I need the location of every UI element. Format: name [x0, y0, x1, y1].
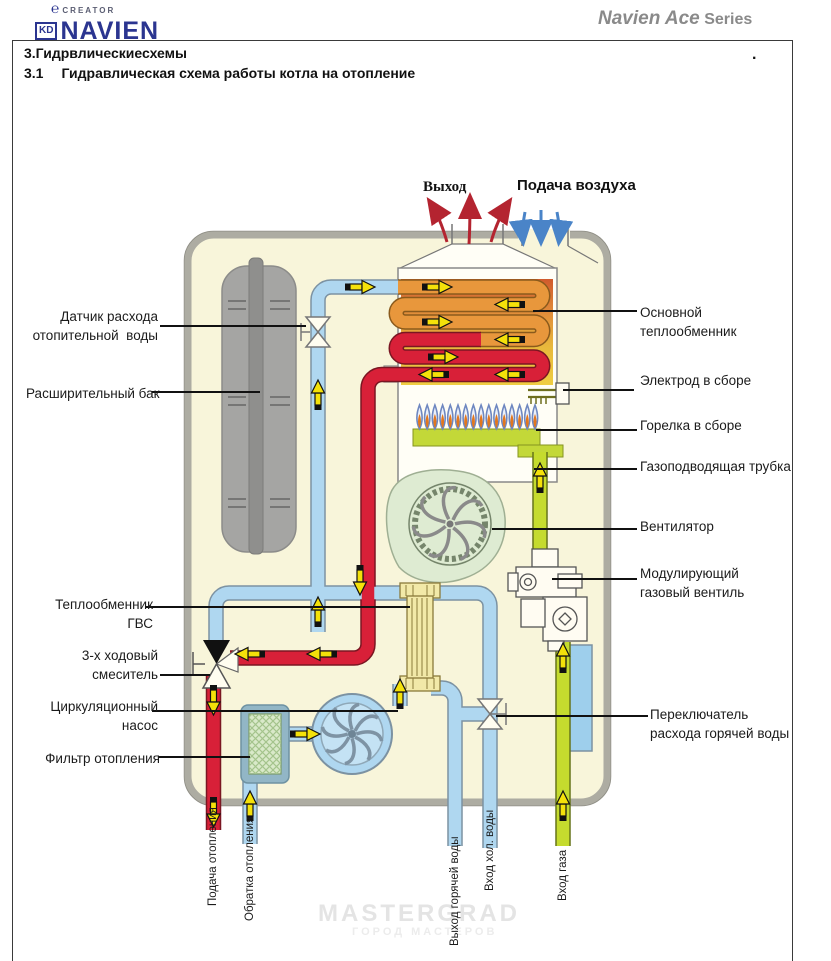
label-dhw-flow-switch: Переключатель расхода горячей воды	[650, 707, 790, 741]
logo-creator-text: CREATOR	[62, 6, 116, 15]
series-title-italic: Navien Ace	[598, 8, 700, 29]
label-three-way-mixer: 3-х ходовый смеситель	[81, 648, 158, 682]
logo-script-icon: ℮	[51, 2, 60, 17]
label-heating-supply: Подача отопления	[207, 807, 219, 906]
stray-dot: .	[752, 46, 757, 63]
condensate-panel	[569, 645, 592, 751]
label-main-heat-exchanger: Основной теплообменник	[640, 305, 737, 339]
label-expansion-tank: Расширительный бак	[26, 386, 160, 401]
label-electrode: Электрод в сборе	[640, 373, 752, 388]
subsection-number: 3.1	[24, 65, 44, 81]
logo-kd-badge: KD	[35, 22, 57, 40]
series-title-rest: Series	[699, 11, 753, 28]
circulation-pump	[312, 694, 392, 774]
label-gas-supply-tube: Газоподводящая трубка	[640, 459, 791, 474]
label-hot-water-out: Выход горячей воды	[449, 836, 461, 946]
watermark-line1: MASTERGRAD	[318, 900, 520, 927]
label-flow-sensor: Датчик расхода отопительной воды	[32, 309, 158, 343]
fan	[387, 470, 506, 583]
label-heating-return: Обратка отопления	[244, 816, 256, 921]
subsection-text: Гидравлическая схема работы котла на отопление	[61, 65, 416, 81]
label-fan: Вентилятор	[640, 519, 714, 534]
label-exhaust: Выход	[423, 179, 467, 195]
label-burner: Горелка в сборе	[640, 418, 742, 433]
label-cold-water-in: Вход хол. воды	[484, 809, 496, 891]
label-gas-valve: Модулирующий газовый вентиль	[640, 566, 745, 600]
logo-brand-text: NAVIEN	[60, 17, 160, 45]
watermark-line2: ГОРОД МАСТЕРОВ	[352, 926, 498, 938]
label-gas-in: Вход газа	[557, 849, 569, 901]
heating-filter	[241, 705, 289, 783]
label-heating-filter: Фильтр отопления	[45, 751, 160, 766]
section-heading: 3.Гидрвлическиесхемы	[24, 45, 187, 61]
label-circulation-pump: Циркуляционный насос	[50, 699, 158, 733]
expansion-tank	[222, 258, 296, 554]
label-dhw-heat-exchanger: Теплообменник ГВС	[55, 597, 153, 631]
label-air-supply: Подача воздуха	[517, 177, 636, 194]
